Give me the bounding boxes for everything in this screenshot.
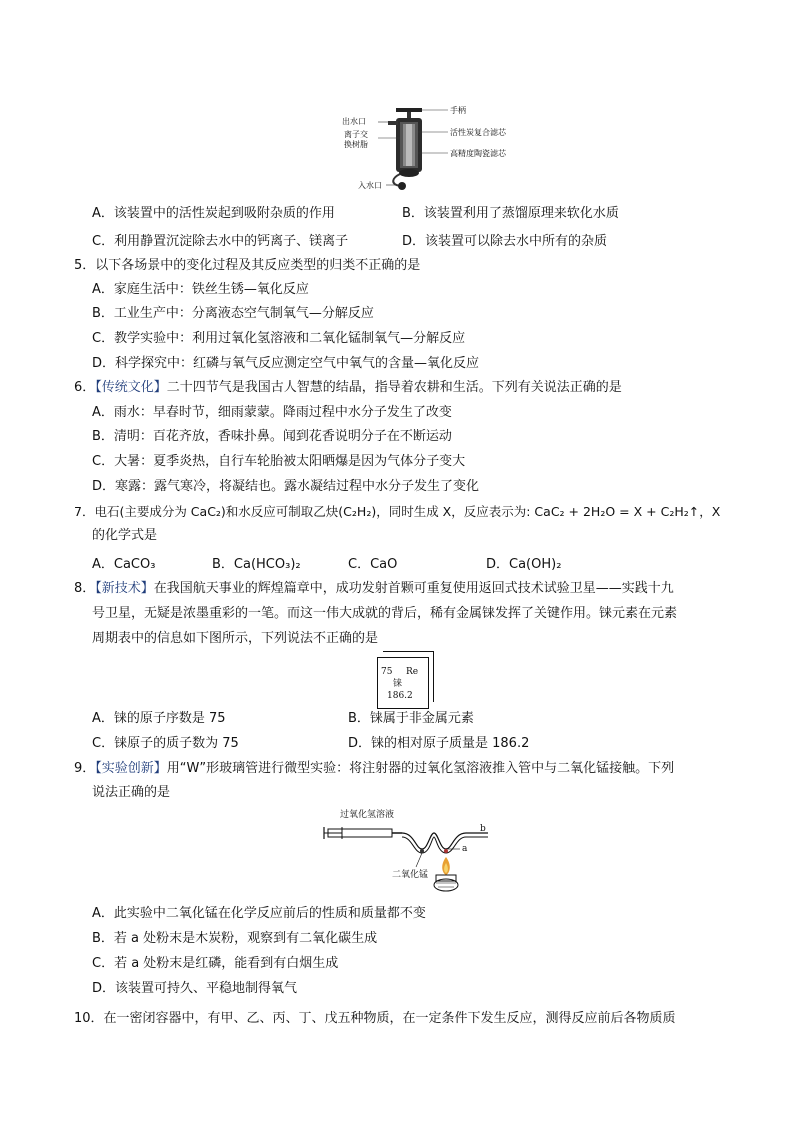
element-name: 铼 [393,679,403,689]
element-mass: 186.2 [387,691,413,701]
q8-tag: 【新技术】 [95,581,154,596]
q7-option-d: D．Ca(OH)₂ [486,557,562,572]
q9-option-b: B．若 a 处粉末是木炭粉，观察到有二氧化碳生成 [92,931,378,946]
q5-option-c: C．教学实验中：利用过氧化氢溶液和二氧化锰制氧气—分解反应 [92,331,466,346]
carbon-filter-label: 活性炭复合滤芯 [450,128,506,137]
q8-number: 8． [74,581,96,596]
resin-label-1: 离子交 [344,130,368,139]
inlet-label: 入水口 [358,181,382,190]
q6-option-d: D．寒露：露气寒冷，将凝结也。露水凝结过程中水分子发生了变化 [92,479,480,494]
label-a: a [462,844,468,854]
q5-option-b: B．工业生产中：分离液态空气制氧气—分解反应 [92,306,374,321]
q9-option-a: A．此实验中二氧化锰在化学反应前后的性质和质量都不变 [92,906,426,921]
h2o2-solution-label: 过氧化氢溶液 [340,810,395,820]
q8-stem-line1 [74,579,674,599]
ceramic-filter-label: 高精度陶瓷滤芯 [450,149,506,158]
q4-option-d: D．该装置可以除去水中所有的杂质 [402,234,608,249]
element-symbol: Re [406,667,419,677]
q6-stem: 二十四节气是我国古人智慧的结晶，指导着农耕和生活。下列有关说法正确的是 [166,380,622,395]
q6-option-a: A．雨水：早春时节，细雨蒙蒙。降雨过程中水分子发生了改变 [92,405,452,420]
q8-option-a: A．铼的原子序数是 75 [92,711,226,726]
label-b: b [480,824,486,834]
rhenium-element-box [377,657,429,709]
water-purifier-figure [330,102,506,194]
w-tube-figure [322,803,492,895]
q6-option-c: C．大暑：夏季炎热，自行车轮胎被太阳晒爆是因为气体分子变大 [92,454,466,469]
q8-stem-text1: 在我国航天事业的辉煌篇章中，成功发射首颗可重复使用返回式技术试验卫星——实践十九 [153,581,674,596]
q9-stem-line1 [74,759,674,779]
q7-stem-line1: 7．电石(主要成分为 CaC₂)和水反应可制取乙炔(C₂H₂)，同时生成 X，反应表示为: CaC₂ + 2H₂O = X + C₂H₂↑，X [74,504,721,519]
q9-option-c: C．若 a 处粉末是红磷，能看到有白烟生成 [92,956,339,971]
q4-option-b: B．该装置利用了蒸馏原理来软化水质 [402,206,619,221]
q10-stem-line1: 10．在一密闭容器中，有甲、乙、丙、丁、戊五种物质，在一定条件下发生反应，测得反应前后各物质质 [74,1011,676,1026]
q9-stem-line2: 说法正确的是 [92,785,171,800]
q5-stem: 5．以下各场景中的变化过程及其反应类型的归类不正确的是 [74,258,421,273]
q7-option-a: A．CaCO₃ [92,557,156,572]
q5-option-a: A．家庭生活中：铁丝生锈—氧化反应 [92,282,309,297]
q9-number: 9． [74,761,96,776]
resin-label-2: 换树脂 [344,140,368,149]
q6-tag: 【传统文化】 [95,380,167,395]
q6-number: 6． [74,380,96,395]
mno2-label: 二氧化锰 [392,870,429,880]
q6-stem-line [74,378,622,398]
q8-stem-line3: 周期表中的信息如下图所示，下列说法不正确的是 [92,631,379,646]
q7-stem-line2: 的化学式是 [92,528,158,543]
q7-option-c: C．CaO [348,557,398,572]
q9-tag: 【实验创新】 [95,761,167,776]
q8-option-c: C．铼原子的质子数为 75 [92,736,239,751]
q9-option-d: D．该装置可持久、平稳地制得氧气 [92,981,298,996]
q9-stem-text1: 用“W”形玻璃管进行微型实验：将注射器的过氧化氢溶液推入管中与二氧化锰接触。下列 [166,761,675,776]
q4-option-a: A．该装置中的活性炭起到吸附杂质的作用 [92,206,335,221]
q5-option-d: D．科学探究中：红磷与氧气反应测定空气中氧气的含量—氧化反应 [92,356,480,371]
q8-option-b: B．铼属于非金属元素 [348,711,474,726]
handle-label: 手柄 [450,106,466,115]
outlet-label: 出水口 [342,117,366,126]
q4-option-c: C．利用静置沉淀除去水中的钙离子、镁离子 [92,234,349,249]
q6-option-b: B．清明：百花齐放，香味扑鼻。闻到花香说明分子在不断运动 [92,429,452,444]
q8-option-d: D．铼的相对原子质量是 186.2 [348,736,530,751]
q8-stem-line2: 号卫星，无疑是浓墨重彩的一笔。而这一伟大成就的背后，稀有金属铼发挥了关键作用。铼元素在元素 [92,606,678,621]
element-number: 75 [381,667,393,677]
q7-option-b: B．Ca(HCO₃)₂ [212,557,301,572]
